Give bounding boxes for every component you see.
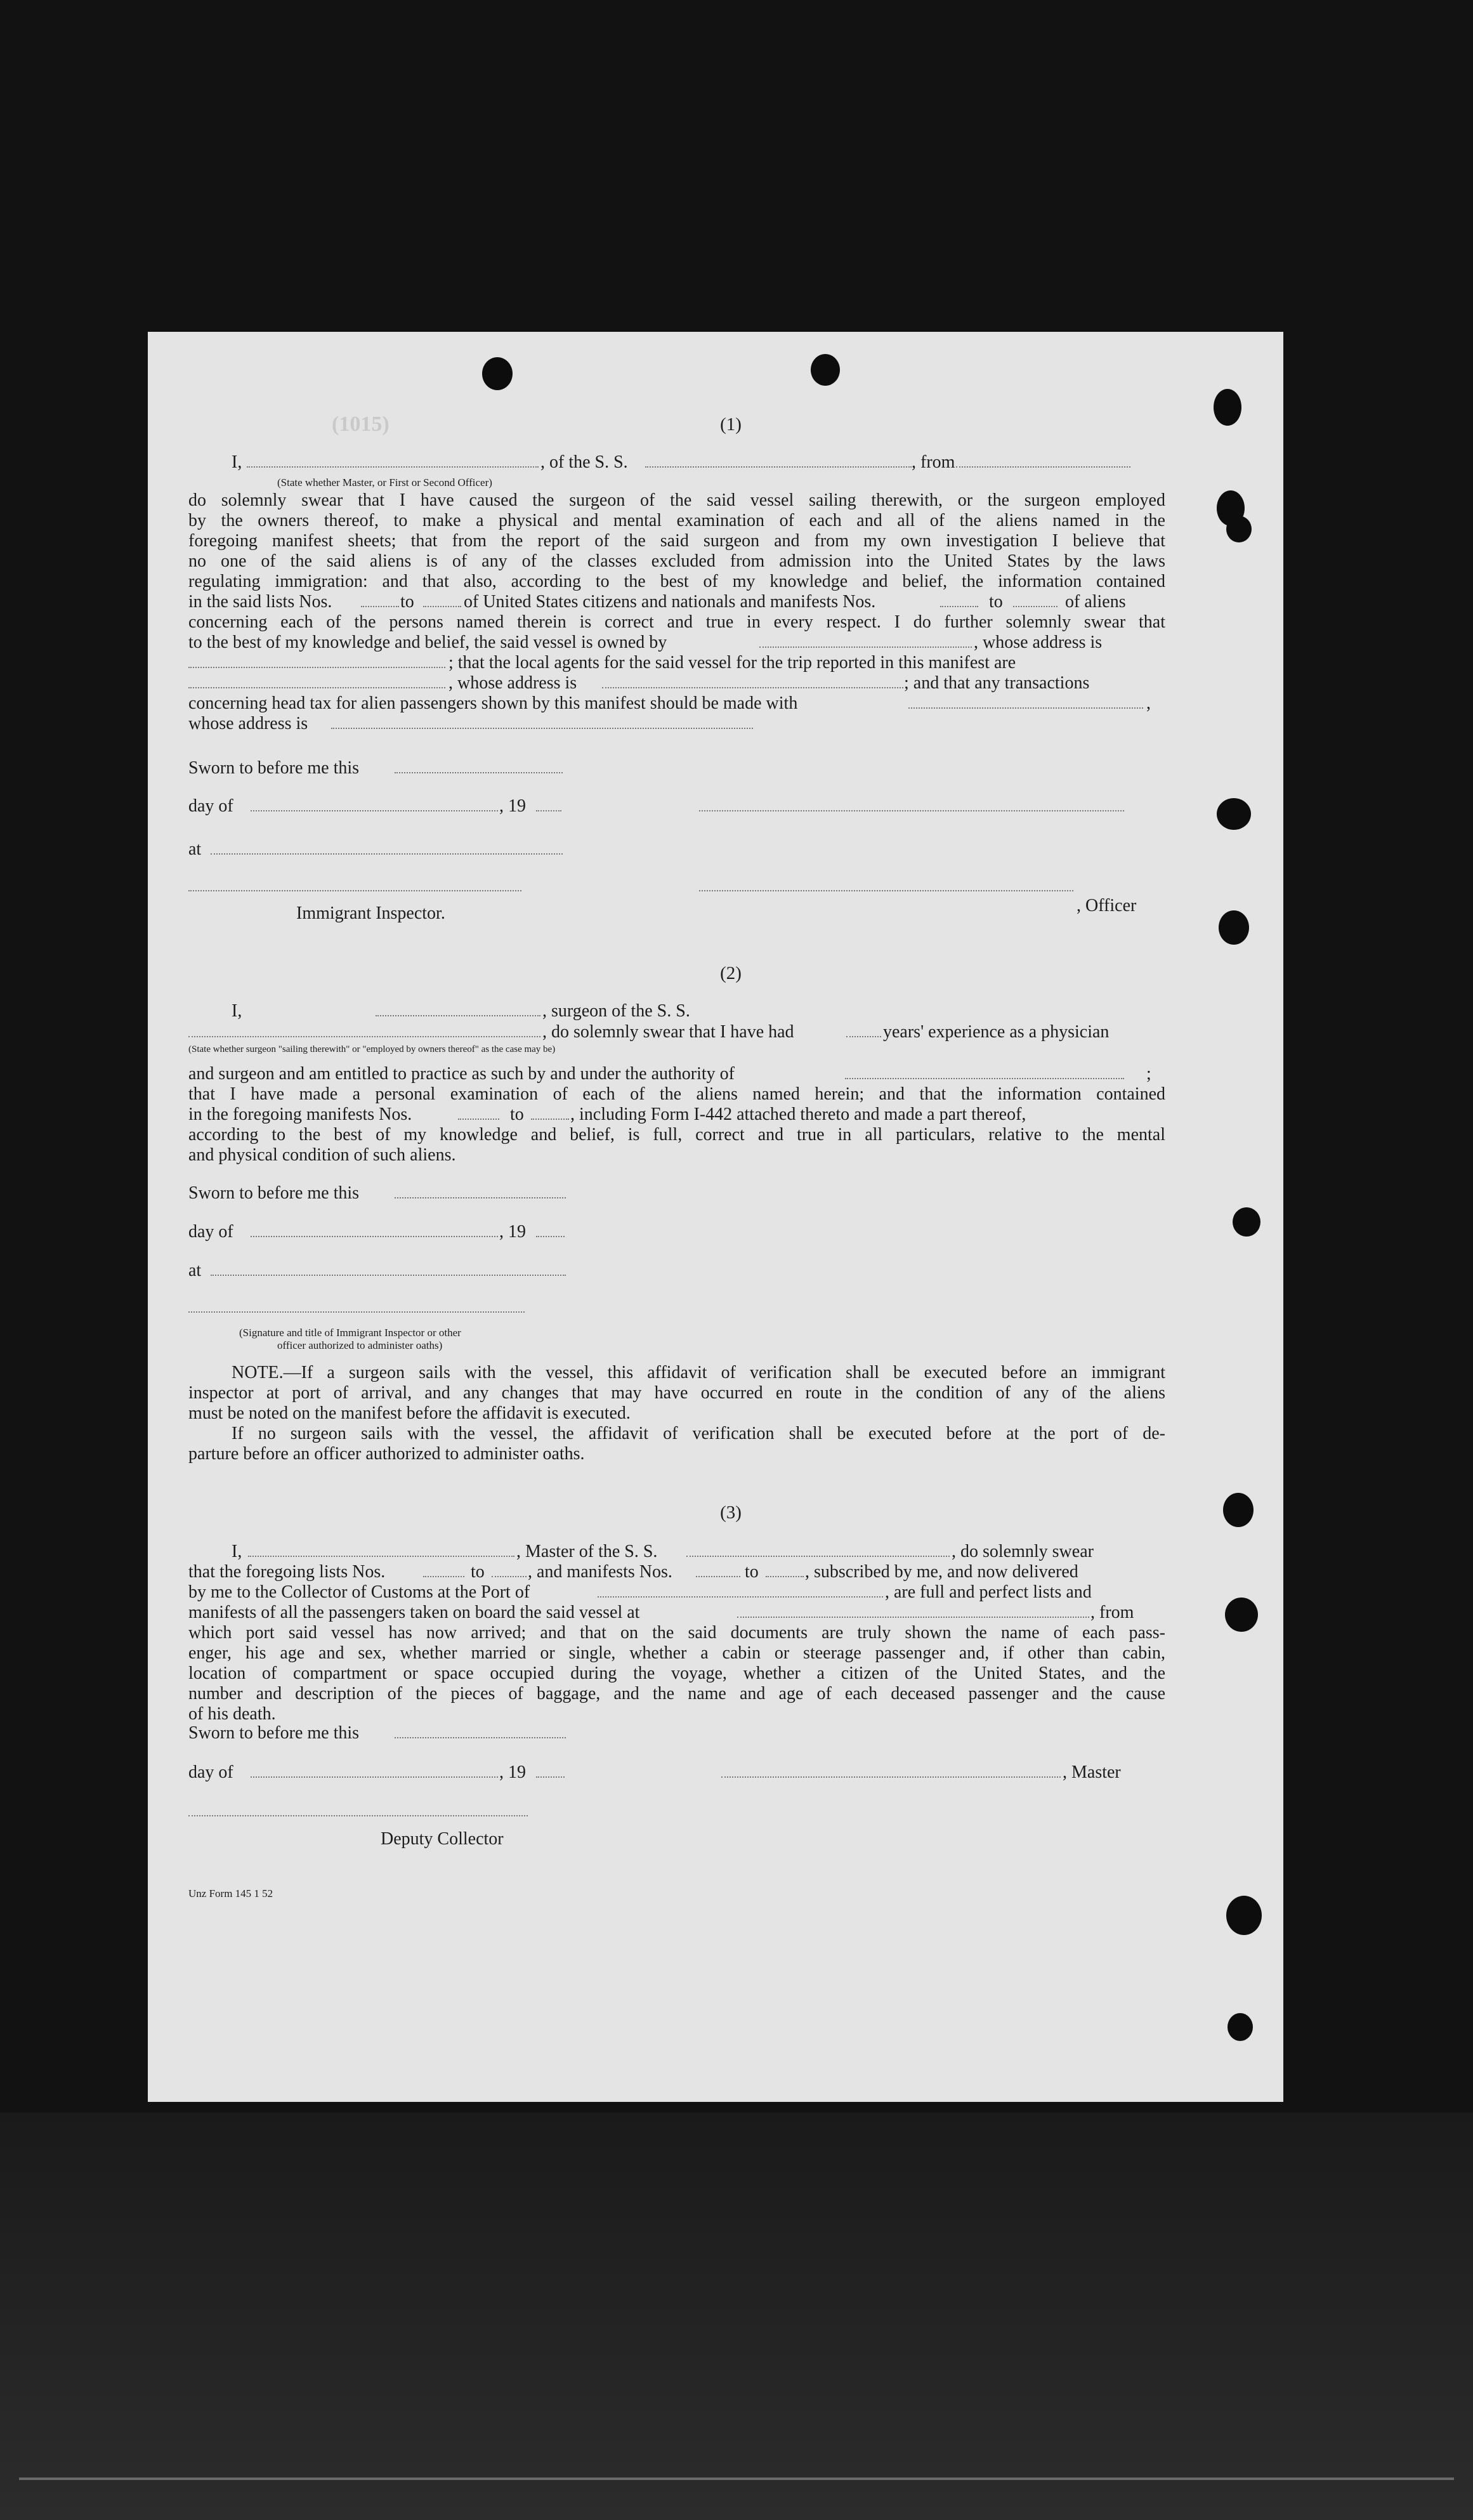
address-label: , whose address is — [448, 673, 577, 693]
blank-officer-signature — [699, 876, 1073, 891]
blank-agents — [188, 673, 445, 688]
section-3-number: (3) — [720, 1502, 742, 1523]
semicolon: ; — [1146, 1064, 1151, 1084]
film-edge — [19, 2477, 1454, 2480]
lists-to: to — [471, 1562, 485, 1582]
punch-hole — [482, 357, 513, 390]
section-1-number: (1) — [720, 414, 742, 435]
label-i: I, — [232, 1542, 242, 1561]
blank-manifest-to — [1013, 592, 1057, 607]
punch-hole — [1226, 516, 1252, 542]
swear-label: , do solemnly swear that I have had — [542, 1022, 794, 1042]
lists-label-b: of United States citizens and nationals and manifests Nos. — [464, 592, 876, 612]
punch-hole — [811, 354, 840, 386]
blank-collector-signature — [188, 1801, 528, 1816]
label-of-ss: , of the S. S. — [540, 452, 628, 472]
surgeon-note: (State whether surgeon "sailing therewith" or "employed by owners thereof" as the case may be) — [188, 1044, 556, 1054]
blank-authority — [845, 1064, 1124, 1079]
blank-manifest-from-2 — [458, 1105, 499, 1120]
blank-headtax — [908, 693, 1143, 709]
sworn-label: Sworn to before me this — [188, 1183, 360, 1203]
lists-to: to — [989, 592, 1003, 612]
blank-from — [956, 452, 1130, 468]
blank-owner — [759, 633, 972, 648]
year-label: , 19 — [499, 1222, 526, 1242]
blank-signature — [699, 796, 1124, 811]
whose-address-label: whose address is — [188, 714, 308, 733]
para-line: according to the best of my knowledge and belief, is full, correct and true in all particulars, relative to the mental — [188, 1125, 1165, 1145]
para-line: do solemnly swear that I have caused the surgeon of the said vessel sailing therewith, or the surgeon employed — [188, 490, 1165, 510]
blank-manifest-to-3 — [766, 1562, 804, 1577]
at-label: at — [188, 1261, 202, 1280]
note-line: NOTE.—If a surgeon sails with the vessel, this affidavit of verification shall be executed before an immigrant — [232, 1363, 1165, 1382]
para-line: foregoing manifest sheets; that from the report of the said surgeon and from my own investigation I believe that — [188, 531, 1165, 551]
sworn-label: Sworn to before me this — [188, 758, 360, 778]
para-line: which port said vessel has now arrived; and that on the said documents are truly shown the name of each pass- — [188, 1623, 1165, 1643]
blank-list-to — [423, 592, 461, 607]
punch-hole — [1228, 2013, 1253, 2041]
para-line: enger, his age and sex, whether married or single, whether a cabin or steerage passenger and, if other than cabin, — [188, 1643, 1165, 1663]
manifests-label: manifests of all the passengers taken on board the said vessel at — [188, 1603, 640, 1622]
swear-label: , do solemnly swear — [952, 1542, 1094, 1561]
note-line: must be noted on the manifest before the affidavit is executed. — [188, 1403, 631, 1423]
form-i442-label: , including Form I-442 attached thereto and made a part thereof, — [570, 1105, 1026, 1124]
blank-sworn-date — [395, 758, 563, 773]
punch-hole — [1217, 798, 1251, 830]
blank-master-name — [248, 1542, 514, 1557]
para-line: by the owners thereof, to make a physical and mental examination of each and all of the aliens named in the — [188, 511, 1165, 530]
faint-stamp: (1015) — [332, 412, 390, 436]
blank-year — [536, 796, 561, 811]
punch-hole — [1233, 1207, 1260, 1237]
blank-port-of-departure — [737, 1603, 1089, 1618]
blank-ship — [645, 452, 912, 468]
manifests-to: to — [510, 1105, 524, 1124]
signature-note-1: (Signature and title of Immigrant Inspector or other — [239, 1327, 461, 1339]
blank-day-3 — [251, 1762, 498, 1778]
blank-master-signature — [721, 1762, 1061, 1778]
punch-hole — [1225, 1598, 1258, 1632]
note-line: If no surgeon sails with the vessel, the affidavit of verification shall be executed before at the port of de- — [232, 1424, 1165, 1443]
signature-note-2: officer authorized to administer oaths) — [277, 1339, 443, 1351]
transactions-label: ; and that any transactions — [904, 673, 1090, 693]
full-lists-label: , are full and perfect lists and — [885, 1582, 1092, 1602]
blank-headtax-address — [331, 714, 753, 729]
blank-years — [846, 1022, 881, 1037]
lists-label-c: of aliens — [1065, 592, 1126, 612]
blank-sworn-date-3 — [395, 1723, 566, 1738]
blank-list-to-3 — [492, 1562, 527, 1577]
blank-agent-address — [602, 673, 903, 688]
day-of-label: day of — [188, 1762, 233, 1782]
label-i: I, — [232, 452, 242, 472]
lists-to: to — [400, 592, 414, 612]
agents-label: ; that the local agents for the said vessel for the trip reported in this manifest are — [448, 653, 1016, 673]
immigrant-inspector-label: Immigrant Inspector. — [296, 903, 445, 923]
day-of-label: day of — [188, 796, 233, 816]
para-line: of his death. — [188, 1704, 276, 1724]
surgeon-of-label: , surgeon of the S. S. — [542, 1001, 690, 1021]
blank-manifest-to-2 — [531, 1105, 569, 1120]
para-line: that I have made a personal examination of each of the aliens named herein; and that the information contained — [188, 1084, 1165, 1104]
at-label: at — [188, 839, 202, 859]
blank-manifest-from-3 — [696, 1562, 740, 1577]
punch-hole — [1226, 1896, 1262, 1935]
document-page — [148, 332, 1283, 2102]
note-line: parture before an officer authorized to administer oaths. — [188, 1444, 585, 1464]
day-of-label: day of — [188, 1222, 233, 1242]
section-1-officer-note: (State whether Master, or First or Second Officer) — [277, 476, 492, 489]
form-number: Unz Form 145 1 52 — [188, 1887, 273, 1900]
blank-year-2 — [536, 1222, 565, 1237]
punch-hole — [1219, 910, 1249, 945]
blank-at — [211, 839, 563, 855]
comma: , — [1146, 693, 1151, 713]
blank-port — [598, 1582, 883, 1598]
blank-name — [247, 452, 539, 468]
headtax-label: concerning head tax for alien passengers shown by this manifest should be made with — [188, 693, 798, 713]
blank-at-2 — [211, 1261, 566, 1276]
para-line: regulating immigration: and that also, according to the best of my knowledge and belief, the information contained — [188, 572, 1165, 591]
owned-label: to the best of my knowledge and belief, the said vessel is owned by — [188, 633, 667, 652]
lists-to: to — [745, 1562, 759, 1582]
blank-manifest-from — [940, 592, 978, 607]
para-line: and physical condition of such aliens. — [188, 1145, 456, 1165]
year-label: , 19 — [499, 796, 526, 816]
blank-list-from — [361, 592, 399, 607]
blank-day-2 — [251, 1222, 498, 1237]
blank-day — [251, 796, 498, 811]
year-label: , 19 — [499, 1762, 526, 1782]
para-line: concerning each of the persons named therein is correct and true in every respect. I do further solemnly swear that — [188, 612, 1165, 632]
blank-surgeon-name — [376, 1001, 540, 1016]
address-label: , whose address is — [974, 633, 1103, 652]
deputy-collector-label: Deputy Collector — [381, 1829, 504, 1849]
manifests-label: in the foregoing manifests Nos. — [188, 1105, 412, 1124]
from-label: , from — [1090, 1603, 1134, 1622]
blank-list-from-3 — [423, 1562, 464, 1577]
subscribed-label: , subscribed by me, and now delivered — [805, 1562, 1078, 1582]
lists-label: in the said lists Nos. — [188, 592, 332, 612]
sworn-label: Sworn to before me this — [188, 1723, 360, 1743]
para-line: number and description of the pieces of baggage, and the name and age of each deceased passenger and the cause — [188, 1684, 1165, 1703]
note-line: inspector at port of arrival, and any changes that may have occurred en route in the condition of any of the aliens — [188, 1383, 1165, 1403]
section-2-number: (2) — [720, 963, 742, 983]
label-from: , from — [912, 452, 955, 472]
para-line: no one of the said aliens is of any of the classes excluded from admission into the United States by the laws — [188, 551, 1165, 571]
para-line: location of compartment or space occupied during the voyage, whether a citizen of the United States, and the — [188, 1664, 1165, 1683]
lists-label: that the foregoing lists Nos. — [188, 1562, 386, 1582]
master-label: , Master — [1063, 1762, 1121, 1782]
blank-owner-address — [188, 653, 445, 668]
blank-inspector-signature — [188, 876, 521, 891]
blank-inspector-signature-2 — [188, 1297, 525, 1313]
authority-label: and surgeon and am entitled to practice as such by and under the authority of — [188, 1064, 735, 1084]
blank-ship-2 — [188, 1022, 540, 1037]
manifests-label: , and manifests Nos. — [528, 1562, 672, 1582]
blank-ship-3 — [686, 1542, 950, 1557]
blank-year-3 — [536, 1762, 565, 1778]
port-label: by me to the Collector of Customs at the Port of — [188, 1582, 530, 1602]
experience-label: years' experience as a physician — [883, 1022, 1110, 1042]
officer-label: , Officer — [1077, 896, 1137, 915]
scanner-background — [0, 2113, 1473, 2520]
blank-sworn-date-2 — [395, 1183, 566, 1198]
master-of-label: , Master of the S. S. — [516, 1542, 658, 1561]
label-i: I, — [232, 1001, 242, 1021]
